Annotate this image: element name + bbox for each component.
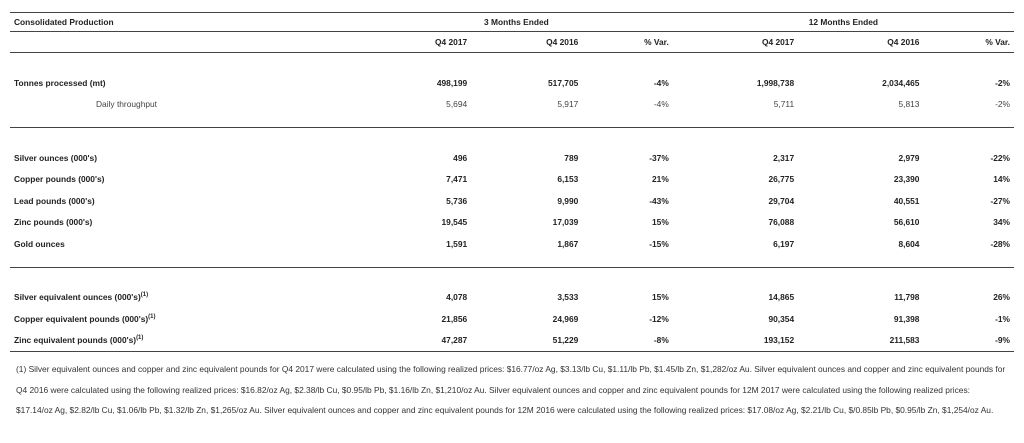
table-cell: 15% <box>652 292 669 303</box>
column-header: Q4 2017 <box>673 32 798 53</box>
table-cell: -27% <box>990 195 1010 206</box>
table-cell: 496 <box>453 152 468 163</box>
group-header-row <box>10 13 1014 32</box>
spacer-row <box>10 267 1014 287</box>
column-header: % Var. <box>923 32 1014 53</box>
column-header: % Var. <box>582 32 673 53</box>
row-label: Gold ounces <box>14 238 65 249</box>
row-label-text: Copper equivalent pounds (000's) <box>14 313 149 324</box>
table-row <box>10 308 1014 330</box>
footnote-marker: (1) <box>136 335 144 342</box>
table-cell: 24,969 <box>552 313 579 324</box>
row-label-text: Silver equivalent ounces (000's) <box>14 292 141 303</box>
table-cell: -4% <box>653 99 669 110</box>
table-cell: -12% <box>649 313 669 324</box>
table-cell: 15% <box>652 217 669 228</box>
table-cell: 2,317 <box>773 152 795 163</box>
group-header-3-months: 3 Months Ended <box>360 13 673 32</box>
table-cell: 789 <box>564 152 579 163</box>
table-cell: 5,711 <box>773 99 795 110</box>
table-cell: 1,591 <box>446 238 468 249</box>
table-cell: -9% <box>995 335 1010 346</box>
row-label <box>10 287 360 309</box>
table-cell: 23,390 <box>893 174 920 185</box>
table-cell: 8,604 <box>898 238 920 249</box>
table-cell: 17,039 <box>552 217 579 228</box>
table-row <box>10 330 1014 352</box>
table-row <box>10 94 1014 116</box>
table-row <box>10 287 1014 309</box>
table-cell: -28% <box>990 238 1010 249</box>
section-divider <box>10 255 1014 268</box>
row-label-text: Zinc equivalent pounds (000's) <box>14 335 137 346</box>
table-cell: 5,694 <box>446 99 468 110</box>
section-divider <box>10 351 1014 352</box>
table-cell: -43% <box>649 195 669 206</box>
table-cell: -2% <box>995 77 1010 88</box>
table-cell: -4% <box>653 77 669 88</box>
row-label <box>10 308 360 330</box>
table-cell: 5,813 <box>898 99 920 110</box>
table-cell: 193,152 <box>763 335 795 346</box>
table-cell: 51,229 <box>552 335 579 346</box>
row-label: Daily throughput <box>96 99 157 110</box>
table-row <box>10 169 1014 191</box>
table-row <box>10 233 1014 255</box>
table-cell: -2% <box>995 99 1010 110</box>
table-cell: 11,798 <box>894 292 920 303</box>
row-label: Copper pounds (000's) <box>14 174 105 185</box>
row-label: Lead pounds (000's) <box>14 195 95 206</box>
consolidated-production-table <box>10 12 1014 352</box>
table-cell: 56,610 <box>893 217 920 228</box>
row-label: Zinc pounds (000's) <box>14 217 93 228</box>
table-cell: 6,197 <box>773 238 795 249</box>
table-cell: -8% <box>653 335 669 346</box>
table-cell: 2,979 <box>898 152 920 163</box>
spacer-row <box>10 53 1014 73</box>
table-cell: 6,153 <box>557 174 579 185</box>
table-row <box>10 212 1014 234</box>
table-cell: 498,199 <box>436 77 468 88</box>
table-cell: 76,088 <box>768 217 795 228</box>
table-cell: 29,704 <box>768 195 795 206</box>
row-label <box>10 330 360 352</box>
table-title: Consolidated Production <box>10 13 360 32</box>
table-cell: 2,034,465 <box>882 77 920 88</box>
table-row <box>10 72 1014 94</box>
section-divider <box>10 115 1014 128</box>
table-row <box>10 147 1014 169</box>
table-cell: 40,551 <box>893 195 920 206</box>
table-cell: -22% <box>990 152 1010 163</box>
row-label: Tonnes processed (mt) <box>14 77 106 88</box>
table-cell: -15% <box>649 238 669 249</box>
table-cell: 21,856 <box>441 313 468 324</box>
footnote-marker: (1) <box>140 292 149 299</box>
table-cell: -1% <box>995 313 1010 324</box>
table-cell: 21% <box>652 174 669 185</box>
footnote-marker: (1) <box>148 313 156 320</box>
table-cell: 19,545 <box>441 217 468 228</box>
table-cell: -37% <box>649 152 669 163</box>
table-cell: 517,705 <box>548 77 579 88</box>
spacer-row <box>10 128 1014 148</box>
column-header: Q4 2016 <box>471 32 582 53</box>
column-header: Q4 2017 <box>360 32 471 53</box>
table-cell: 1,867 <box>557 238 579 249</box>
table-cell: 7,471 <box>446 174 468 185</box>
group-header-12-months: 12 Months Ended <box>673 13 1014 32</box>
column-header-empty <box>10 32 360 53</box>
table-cell: 9,990 <box>557 195 579 206</box>
table-cell: 3,533 <box>557 292 579 303</box>
table-cell: 5,736 <box>446 195 468 206</box>
table-cell: 14% <box>993 174 1010 185</box>
table-cell: 14,865 <box>768 292 795 303</box>
table-cell: 4,078 <box>446 292 468 303</box>
table-cell: 5,917 <box>557 99 579 110</box>
table-cell: 1,998,738 <box>756 77 795 88</box>
table-cell: 91,398 <box>893 313 920 324</box>
table-cell: 26,775 <box>768 174 795 185</box>
row-label: Silver ounces (000's) <box>14 152 97 163</box>
table-cell: 47,287 <box>441 335 468 346</box>
footnote-text: (1) Silver equivalent ounces and copper and zinc equivalent pounds for Q4 2017 were calculated using the following realized prices: $16.77/oz Ag, $3.13/lb Cu, $1.11/lb Pb, $1.45/lb Zn, $1,282/oz Au. Silver equivalent ounces and copper and zinc equivalent pounds for Q4 2016 were calculated using the following realized prices: $16.82/oz Ag, $2.38/lb Cu, $0.95/lb Pb, $1.16/lb Zn, $1,210/oz Au. Silver equivalent ounces and copper and zinc equivalent pounds for 12M 2017 were calculated using the following realized prices: $17.14/oz Ag, $2.82/lb Cu, $1.06/lb Pb, $1.32/lb Zn, $1,265/oz Au. Silver equivalent ounces and copper and zinc equivalent pounds for 12M 2016 were calculated using the following realized prices: $17.08/oz Ag, $2.21/lb Cu, $/0.85lb Pb, $0.95/lb Zn, $1,254/oz Au. <box>16 364 1006 416</box>
column-header-row <box>10 32 1014 53</box>
table-cell: 34% <box>993 217 1010 228</box>
table-cell: 211,583 <box>889 335 920 346</box>
table-cell: 90,354 <box>768 313 795 324</box>
table-cell: 26% <box>993 292 1010 303</box>
table-row <box>10 190 1014 212</box>
table-body <box>10 13 1014 352</box>
column-header: Q4 2016 <box>798 32 923 53</box>
